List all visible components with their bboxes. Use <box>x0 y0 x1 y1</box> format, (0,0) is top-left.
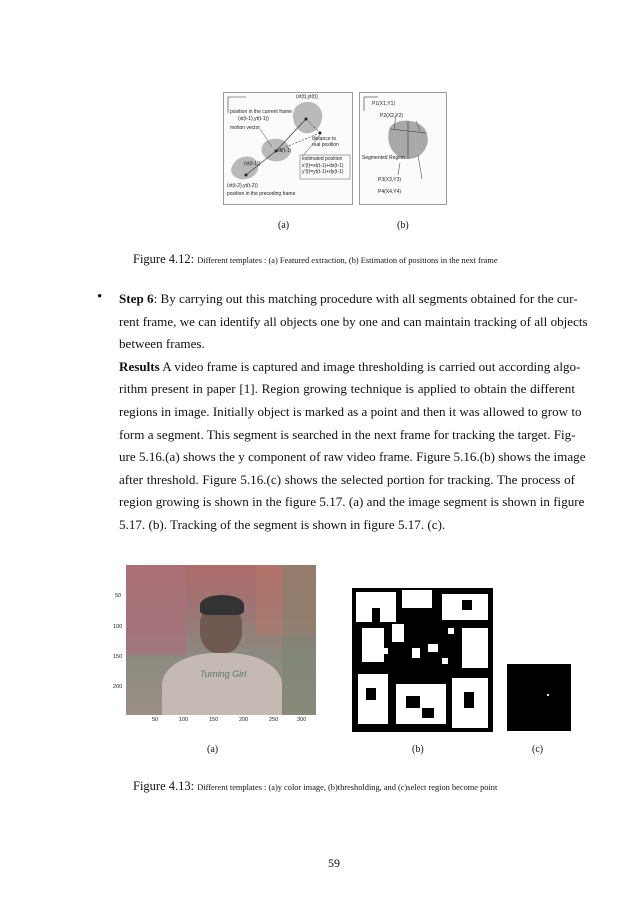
label-p2: P2(X2,Y2) <box>380 113 404 119</box>
label-distance: distance to real position <box>312 136 339 148</box>
figure-413-sublabel-c: (c) <box>532 744 544 755</box>
x-tick-200: 200 <box>239 717 249 723</box>
figure-412-sublabel-a: (a) <box>278 220 290 231</box>
caption-text: Different templates : (a)y color image, (b)thresholding, and (c)select region become point <box>197 783 498 792</box>
color-image <box>126 565 316 715</box>
label-previous-position: (xt(t-2),yt(t-2)) <box>227 183 258 189</box>
label-preceding-frame: position in the preceding frame <box>227 191 296 197</box>
step-line-3: between frames. <box>119 336 205 352</box>
figure-412-panel-a <box>223 92 353 205</box>
page-number: 59 <box>328 856 340 870</box>
x-tick-300: 300 <box>297 717 307 723</box>
figure-413-caption <box>133 779 497 794</box>
label-p3: P3(X3,Y3) <box>378 177 402 183</box>
results-line-5: ure 5.16.(a) shows the y component of raw video frame. Figure 5.16.(b) shows the image <box>119 449 586 465</box>
x-tick-250: 250 <box>269 717 279 723</box>
figure-413-panel-a <box>113 561 323 726</box>
step-heading: Step 6 <box>119 291 154 306</box>
label-dt: dt(t-1) <box>278 148 292 154</box>
results-line-7: region growing is shown in the figure 5.17. (a) and the image segment is shown in figure <box>119 494 585 510</box>
label-xmid: (xt(t-1)) <box>244 161 261 167</box>
caption-label: Figure 4.12: <box>133 252 195 266</box>
caption-text: Different templates : (a) Featured extraction, (b) Estimation of positions in the next frame <box>197 256 498 265</box>
results-line-3: regions in image. Initially object is marked as a point and then it was allowed to grow to <box>119 404 582 419</box>
figure-413-panel-c <box>507 664 571 731</box>
bullet-point: • <box>97 289 103 305</box>
figure-412-sublabel-b: (b) <box>397 220 409 231</box>
step-line-1: Step 6: By carrying out this matching procedure with all segments obtained for the cur- <box>119 291 578 306</box>
figure-413-sublabel-b: (b) <box>412 744 424 755</box>
results-line-2: rithm present in paper [1]. Region growing technique is applied to obtain the different <box>119 381 575 397</box>
y-tick-100: 100 <box>113 624 123 630</box>
label-top-position: (xt(t),yt(t)) <box>296 94 318 100</box>
shirt-print: Turning Girl <box>199 669 247 679</box>
figure-412-panel-b <box>359 92 447 205</box>
caption-label: Figure 4.13: <box>133 779 195 793</box>
threshold-image <box>352 588 493 732</box>
label-current-position: (xt(t-1),yt(t-1)) <box>238 116 269 122</box>
label-p1: P1(X1,Y1) <box>372 101 396 107</box>
results-line-1: Results A video frame is captured and image thresholding is carried out according algo- <box>119 358 581 374</box>
label-segmented-region: Segmented Region <box>362 155 405 161</box>
figure-413-sublabel-a: (a) <box>207 744 219 755</box>
y-tick-200: 200 <box>113 684 123 690</box>
label-motion-vector: motion vector <box>230 125 261 131</box>
y-tick-50: 50 <box>115 593 122 599</box>
x-tick-50: 50 <box>152 717 159 723</box>
label-current-frame: position in the current frame <box>230 109 292 115</box>
label-p4: P4(X4,Y4) <box>378 189 402 195</box>
body-text <box>119 288 588 538</box>
x-tick-100: 100 <box>179 717 189 723</box>
results-line-4: form a segment. This segment is searched in the next frame for tracking the target. Fig- <box>119 426 576 442</box>
figure-413-panel-b <box>352 588 493 732</box>
figure-412-caption <box>133 252 498 267</box>
step-line-2: rent frame, we can identify all objects one by one and can maintain tracking of all objects <box>119 313 588 329</box>
results-line-8: 5.17. (b). Tracking of the segment is shown in figure 5.17. (c). <box>119 517 446 532</box>
x-tick-150: 150 <box>209 717 219 723</box>
segment-estimation-diagram <box>360 93 446 204</box>
y-tick-150: 150 <box>113 654 123 660</box>
results-line-6: after threshold. Figure 5.16.(c) shows the selected portion for tracking. The process of <box>119 471 575 487</box>
label-estimated-position: estimated position x'(t)=xt(t-1)+dx(t-1) y'(t)=yt(t-1)+dy(t-1) <box>302 156 344 175</box>
selected-point <box>547 694 549 696</box>
results-heading: Results <box>119 358 160 374</box>
